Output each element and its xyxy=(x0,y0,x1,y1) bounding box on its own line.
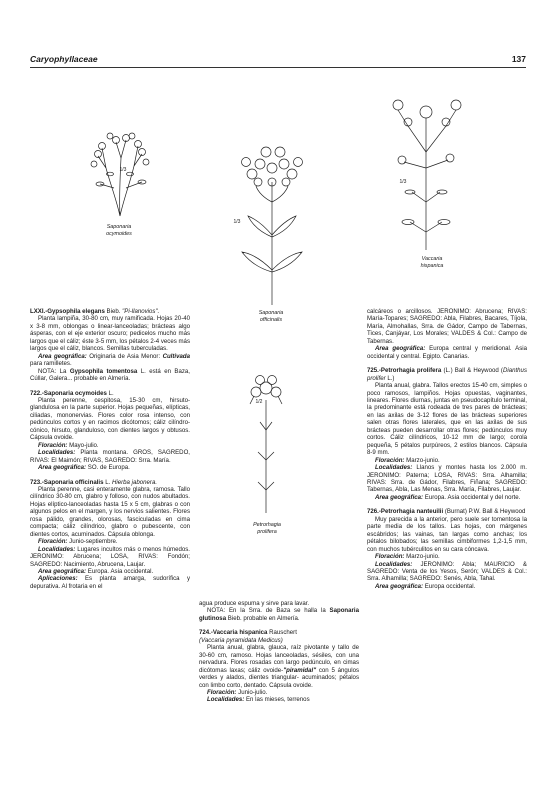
field-text: JERONIMO: Abla; MAURICIO & SAGREDO: Venta de los Yesos, Serón; VALDES & Col.: Srra. Alhamilla; SAGREDO: Senés, Abla, Tahal. xyxy=(367,560,527,583)
field-label: Aplicaciones: xyxy=(38,575,78,583)
gypsophila-heading xyxy=(30,308,190,315)
saponaria-ocymoides-illustration xyxy=(86,128,154,218)
species-name: Saponaria officinalis xyxy=(43,478,104,486)
field-text: Europa. Asia occidental. xyxy=(86,567,154,575)
vernacular-name: "Pi-llanovios". xyxy=(122,308,160,315)
vaccaria-heading xyxy=(199,629,359,636)
species-name: Vaccaria hispanica xyxy=(212,629,268,637)
vaccaria-description xyxy=(199,644,359,689)
author: L. xyxy=(103,478,112,486)
field-label: Floración: xyxy=(375,456,405,464)
vaccaria-hispanica-illustration xyxy=(388,92,466,252)
scale-mark-1: 1/3 xyxy=(119,167,127,173)
desc-emphasis: "piramidal" xyxy=(283,666,317,674)
gypsophila-description: Planta lampiña, 30-80 cm, muy ramificada. Hojas 20-40 x 3-8 mm, oblongas o linear-lanceoladas; brácteas algo ásperas, con el eje exterior oscuro; pedicelos mucho más largos que el cáliz; éste 3-5 mm, los pétalos 2-4 veces más largos que el cáliz, blancos. Semillas tuberculadas. xyxy=(30,315,190,353)
nanteuilii-localidades xyxy=(367,561,527,583)
field-text: Marzo-junio. xyxy=(404,553,440,561)
author: (L.) Ball & Heywood ( xyxy=(441,367,503,375)
vaccaria-floracion xyxy=(199,689,359,696)
ocymoides-localidades xyxy=(30,449,190,464)
nota-text: L. está en Baza, Cúllar, Galera... probable en Almería. xyxy=(30,367,190,383)
entry-number: 724.- xyxy=(199,629,213,637)
entry-number: LXXI.- xyxy=(30,308,48,315)
field-text: En las mieses, terrenos xyxy=(244,696,310,704)
species-name: Petrorhagia nanteuilii xyxy=(380,508,444,516)
field-label: Floración: xyxy=(38,441,68,449)
author: L.) xyxy=(385,374,395,382)
nanteuilii-floracion xyxy=(367,553,527,560)
species-name: Saponaria ocymoides xyxy=(43,389,107,397)
officinalis-aplicaciones xyxy=(30,575,190,590)
field-label: Area geográfica: xyxy=(38,464,87,472)
ocymoides-area xyxy=(30,464,190,471)
field-text: para ramilletes. xyxy=(30,360,72,368)
officinalis-continuation: agua produce espuma y sirve para lavar. xyxy=(199,600,310,607)
officinalis-description: Planta perenne, casi enteramente glabra, ramosa. Tallo cilíndrico 30-80 cm, glabro y folloso, con nudos abultados. Hojas elíptico-lanceoladas hasta 15 x 5 cm, glabras o con algunos pelos en el margen, y los nervios salientes. Flores rosa pálido, grandes, olorosas, fasciculadas en cima compacta; cáliz cilíndrico, glabro o pubescente, con dientes cortos, acuminados. Cápsula oblonga. xyxy=(30,485,190,538)
gypsophila-area xyxy=(30,353,190,368)
caption-line: hispanica xyxy=(420,262,444,269)
field-text: Europa central y meridional. Asia occidental y central. Egipto. Canarias. xyxy=(367,345,527,360)
prolifera-heading xyxy=(367,367,527,382)
author: Rauschert xyxy=(267,629,297,637)
desc-text: Planta anual, glabra, glauca, raíz pivotante y tallo de 30-60 cm, ramoso. Hojas lanceoladas, sésiles, con una nervadura. Flores rosadas con largo pedúnculo, en cimas dicótomas laxas; cáliz ovoide- xyxy=(199,644,359,674)
page-number: 137 xyxy=(511,54,526,64)
field-label: Localidades: xyxy=(207,696,245,704)
desc-text: con 5 ángulos verdes y alados, dientes triangular- acuminados; pétalos con limbo corto, dentado. Cápsula ovoide. xyxy=(199,666,359,689)
species-name: Saponaria glutinosa xyxy=(199,607,359,622)
field-text: Mayo-julio. xyxy=(67,441,99,449)
scale-mark-4: 1/2 xyxy=(255,399,263,405)
field-text: Marzo-junio. xyxy=(404,456,440,464)
vernacular-name: Hierba jabonera. xyxy=(111,478,158,486)
field-text: Planta montana. GROS, SAGREDO, RIVAS: El Maimón; RIVAS, SAGREDO: Srra. María. xyxy=(30,449,190,464)
nanteuilii-heading xyxy=(367,508,527,515)
species-name: Gypsophila elegans xyxy=(47,308,105,315)
petrorhagia-prolifera-illustration xyxy=(238,370,294,515)
officinalis-floracion xyxy=(30,538,190,545)
field-label: Area geográfica: xyxy=(375,582,424,590)
field-label: Area geográfica: xyxy=(38,567,87,575)
caption-line: prolifera xyxy=(257,528,277,535)
field-text: Llanos y montes hasta los 2.000 m. JERONIMO: Paterna; LOSA, RIVAS: Srra. Alhamilla; RIVAS: Srra. de Gádor, Filabres, Fiñana; SAGREDO: Tabernas, Abla, Las Menas, Srra. María, Filabres, Laujar. xyxy=(367,464,527,494)
field-label: Area geográfica: xyxy=(38,352,87,360)
author: Bieb. xyxy=(104,308,123,315)
field-text: Junio-julio. xyxy=(236,688,268,696)
entry-number: 723.- xyxy=(30,478,44,486)
left-column xyxy=(30,308,190,590)
vaccaria-localidades xyxy=(199,696,359,703)
caption-petrorhagia-prolifera xyxy=(232,522,302,535)
caption-line: Saponaria xyxy=(106,224,132,230)
nota-text: Bieb. probable en Almería. xyxy=(226,614,300,622)
entry-number: 722.- xyxy=(30,389,44,397)
caption-saponaria-officinalis xyxy=(236,310,306,323)
nanteuilii-description: Muy parecida a la anterior, pero suele ser tomentosa la parte media de los tallos. Las hojas, con márgenes escábridos; las vainas, tan largas como anchas; los pétalos bilobados; las semillas cimbiformes 1,2-1,5 mm, con muchos tubérculitos en su cara cóncava. xyxy=(367,515,527,553)
caption-vaccaria-hispanica xyxy=(397,256,467,269)
field-label: Floración: xyxy=(38,538,68,546)
caption-saponaria-ocymoides xyxy=(84,224,154,237)
nota-text: NOTA: La xyxy=(38,367,70,375)
caption-line: Vaccaria xyxy=(421,256,443,262)
vaccaria-synonym: (Vaccaria pyramidata Medicus) xyxy=(199,636,283,644)
family-name: Caryophyllaceae xyxy=(30,54,98,64)
field-text: Lugares incultos más o menos húmedos. JERONIMO: Abrucena; LOSA, RIVAS: Fondón; SAGREDO: Nacimiento, Abrucena, Laujar. xyxy=(30,545,190,568)
field-label: Cultivada xyxy=(162,352,190,360)
field-text: Originaria de Asia Menor: xyxy=(86,352,163,360)
running-header xyxy=(30,54,526,68)
officinalis-localidades xyxy=(30,546,190,568)
vaccaria-continuation: calcáreos o arcillosos. JERONIMO: Abrucena; RIVAS: María-Topares; SAGREDO: Abla, Filabres, Bacares, Tíjola, María, Almohallas, Srra. de Gádor, Campo de Tabernas, Tices, Canjáyar, Los Morales; VALDES & Col.: Campo de Tabernas. xyxy=(367,308,527,345)
prolifera-floracion xyxy=(367,457,527,464)
entry-number: 726.- xyxy=(367,508,381,516)
field-label: Localidades: xyxy=(375,464,413,472)
species-name: Petrorhagia prolifera xyxy=(380,367,442,375)
caption-line: Petrorhagia xyxy=(253,522,281,528)
officinalis-heading xyxy=(30,479,190,486)
author: (Burnat) P.W. Ball & Heywood xyxy=(443,508,526,516)
vaccaria-area xyxy=(367,345,527,360)
entry-number: 725.- xyxy=(367,367,381,375)
field-label: Area geográfica: xyxy=(375,493,424,501)
middle-column xyxy=(199,600,359,704)
officinalis-nota xyxy=(199,607,359,622)
field-text: Europa occidental. xyxy=(423,582,476,590)
ocymoides-description: Planta perenne, cespitosa, 15-30 cm, hirsuto-glandulosa en la parte superior. Hojas pequeñas, elípticas, ciliadas, mononervias. Flores color rosa intenso, con pedúnculos cortos y en racimos dicótomos; cáliz cilíndro-cónico, hirsuto, glanduloso, con dientes largos y obtusos. Cápsula ovoide. xyxy=(30,396,190,442)
gypsophila-nota xyxy=(30,368,190,383)
field-text: Junio-septiembre. xyxy=(67,538,118,546)
prolifera-area xyxy=(367,494,527,501)
field-label: Localidades: xyxy=(375,560,413,568)
field-label: Localidades: xyxy=(38,449,76,457)
nanteuilii-area xyxy=(367,583,527,590)
ocymoides-floracion xyxy=(30,442,190,449)
prolifera-localidades xyxy=(367,464,527,494)
author: L. xyxy=(106,389,114,397)
right-column xyxy=(367,308,527,590)
field-text: SO. de Europa. xyxy=(86,464,130,472)
field-text: Es planta amarga, sudorífica y depurativa. Al frotaria en el xyxy=(30,575,190,590)
ocymoides-heading xyxy=(30,390,190,397)
field-label: Area geográfica: xyxy=(375,345,426,353)
nota-text: NOTA: En la Srra. de Baza se halla la xyxy=(207,607,330,615)
caption-line: officinalis xyxy=(259,316,283,323)
caption-line: ocymoides xyxy=(106,230,132,237)
field-text: Europa. Asia occidental y del norte. xyxy=(423,493,521,501)
field-label: Localidades: xyxy=(38,545,76,553)
species-name: Gypsophila tomentosa xyxy=(69,367,138,375)
officinalis-area xyxy=(30,568,190,575)
synonym: Dianthus prolifer xyxy=(367,367,527,382)
field-label: Floración: xyxy=(207,688,237,696)
scale-mark-3: 1/3 xyxy=(399,179,407,185)
field-label: Floración: xyxy=(375,553,405,561)
prolifera-description: Planta anual, glabra. Tallos erectos 15-40 cm, simples o poco ramosos, lampiños. Hojas opuestas, vaginantes, lineares. Flores diurnas, juntas en pseudocapítulo terminal, la predominante está rodeada de tres pares de brácteas; en las axilas de 3-12 flores de las brácteas superiores salen otras flores laterales, que en las axilas de sus brácteas pueden desarrollar otras flores; pedúnculos muy cortos. Cáliz cilíndricos, 10-12 mm de largo; corola pequeña, 5 pétalos purpúreos, 2 estilos blancos. Cápsula 8-9 mm. xyxy=(367,382,527,457)
scale-mark-2: 1/3 xyxy=(233,219,241,225)
caption-line: Saponaria xyxy=(258,310,284,316)
